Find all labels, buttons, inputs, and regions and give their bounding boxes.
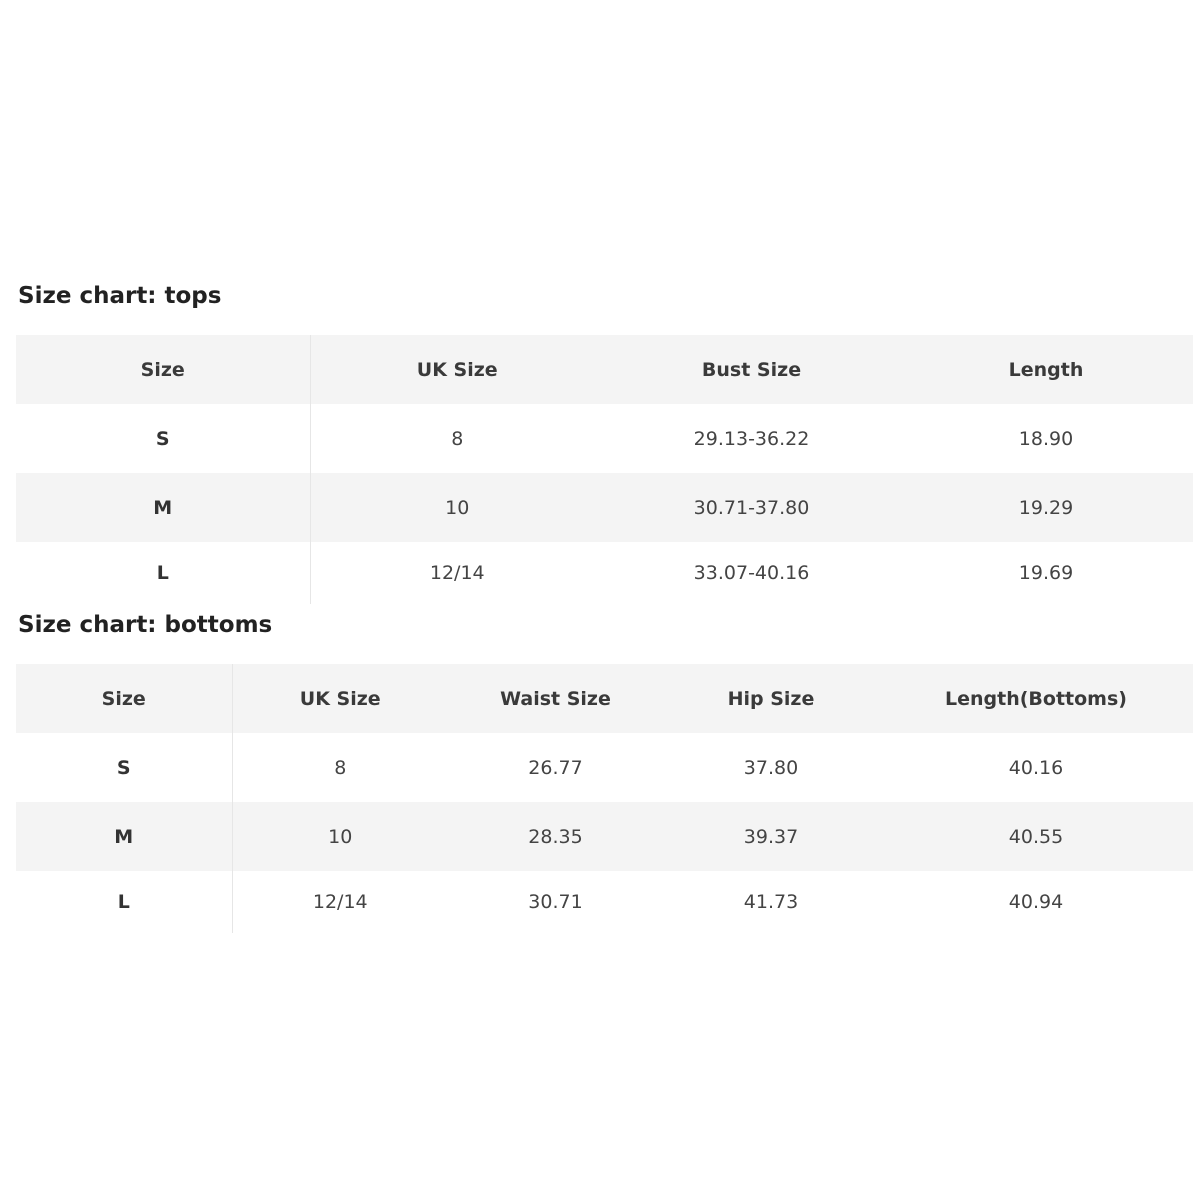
column-header-uk-size: UK Size [232,664,448,733]
bottoms-size-chart-title: Size chart: bottoms [18,612,273,638]
column-header-size: Size [16,664,232,733]
waist-size-cell: 28.35 [448,802,663,871]
uk-size-cell: 8 [334,756,347,779]
size-cell: L [16,871,232,933]
size-cell: L [16,542,310,604]
hip-size-cell: 39.37 [663,802,879,871]
size-cell: S [16,404,310,473]
column-header-uk-size: UK Size [310,335,604,404]
table-header-row [16,664,1193,733]
column-header-size: Size [16,335,310,404]
length-bottoms-cell: 40.94 [1008,891,1064,913]
table-row [16,871,1193,933]
table-header-row [16,335,1193,404]
tops-size-table [16,335,1193,604]
tops-size-chart-title: Size chart: tops [18,283,222,309]
table-row [16,542,1193,604]
table-row [16,733,1193,802]
column-header-length-bottoms: Length(Bottoms) [879,664,1193,733]
uk-size-cell: 10 [232,802,448,871]
column-header-hip-size: Hip Size [663,664,879,733]
uk-size-cell: 12/14 [429,562,485,584]
hip-size-cell: 41.73 [743,891,799,913]
table-row [16,404,1193,473]
length-cell: 19.29 [899,473,1193,542]
bust-size-cell: 29.13-36.22 [693,427,810,450]
waist-size-cell: 30.71 [528,891,583,913]
column-header-bust-size: Bust Size [604,335,899,404]
bust-size-cell: 33.07-40.16 [693,562,810,584]
length-cell: 18.90 [1018,427,1074,450]
uk-size-cell: 12/14 [312,891,368,913]
hip-size-cell: 37.80 [743,756,799,779]
length-cell: 19.69 [1018,562,1074,584]
size-cell: M [16,473,310,542]
waist-size-cell: 26.77 [528,756,583,779]
column-header-length: Length [899,335,1193,404]
table-row [16,802,1193,871]
size-cell: S [16,733,232,802]
length-bottoms-cell: 40.55 [879,802,1193,871]
size-cell: M [16,802,232,871]
length-bottoms-cell: 40.16 [1008,756,1064,779]
bust-size-cell: 30.71-37.80 [604,473,899,542]
uk-size-cell: 10 [310,473,604,542]
table-row [16,473,1193,542]
bottoms-size-table [16,664,1194,933]
uk-size-cell: 8 [451,427,464,450]
column-header-waist-size: Waist Size [448,664,663,733]
